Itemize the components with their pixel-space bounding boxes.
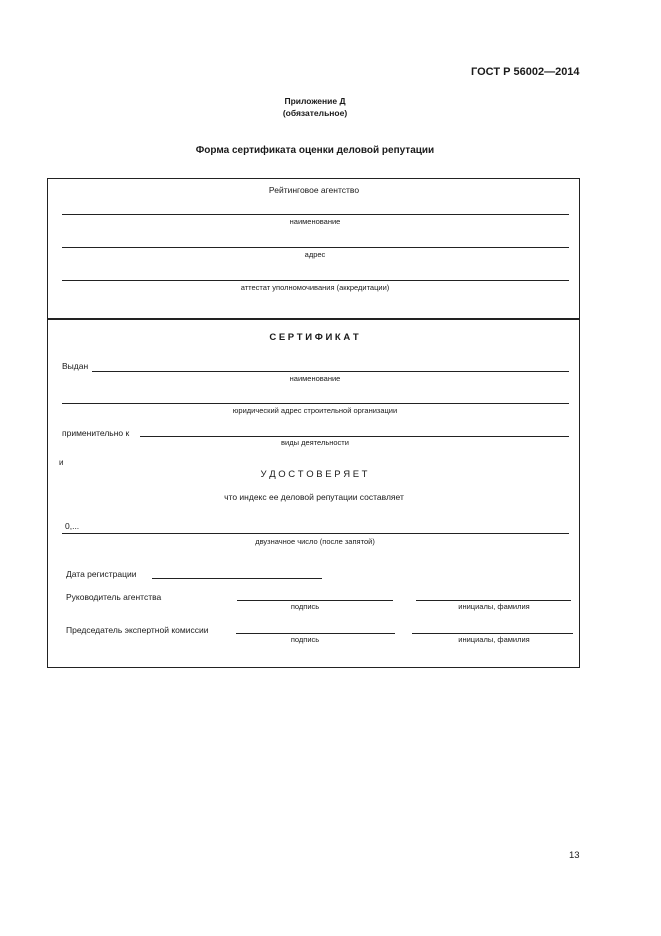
head-initials-caption: инициалы, фамилия [458,602,530,611]
issued-line [92,371,569,372]
head-signature-caption: подпись [290,602,320,611]
commission-signature-line [236,633,395,634]
agency-attestation-caption: аттестат уполномочивания (аккредитации) [240,283,390,292]
appendix-title: Приложение Д [284,96,346,106]
standard-number: ГОСТ Р 56002—2014 [471,66,580,78]
page-number: 13 [569,850,580,861]
registration-label: Дата регистрации [66,569,137,579]
index-value: 0,... [65,521,80,531]
and-label: и [59,458,64,467]
head-initials-line [416,600,571,601]
head-signature-line [237,600,393,601]
applicable-label: применительно к [62,428,130,438]
legal-address-caption: юридический адрес строительной организации [232,406,398,415]
section-divider [47,318,580,320]
index-caption: двузначное число (после запятой) [255,537,375,546]
agency-name-line [62,214,569,215]
agency-attestation-line [62,280,569,281]
commission-initials-line [412,633,573,634]
commission-label: Председатель экспертной комиссии [66,625,209,635]
issued-label: Выдан [62,361,89,371]
index-line [62,533,569,534]
registration-line [152,578,322,579]
form-title: Форма сертификата оценки деловой репутации [195,145,435,156]
appendix-status: (обязательное) [282,108,348,118]
activities-caption: виды деятельности [281,438,349,447]
activities-line [140,436,569,437]
certificate-title: С Е Р Т И Ф И К А Т [269,332,359,343]
issued-name-caption: наименование [289,374,341,383]
legal-address-line [62,403,569,404]
head-label: Руководитель агентства [66,592,162,602]
agency-name-caption: наименование [289,217,341,226]
commission-signature-caption: подпись [290,635,320,644]
agency-address-line [62,247,569,248]
agency-address-caption: адрес [304,250,326,259]
commission-initials-caption: инициалы, фамилия [458,635,530,644]
index-text: что индекс ее деловой репутации составляет [224,492,404,502]
agency-heading: Рейтинговое агентство [268,185,360,195]
certifies-text: У Д О С Т О В Е Р Я Е Т [260,469,368,480]
